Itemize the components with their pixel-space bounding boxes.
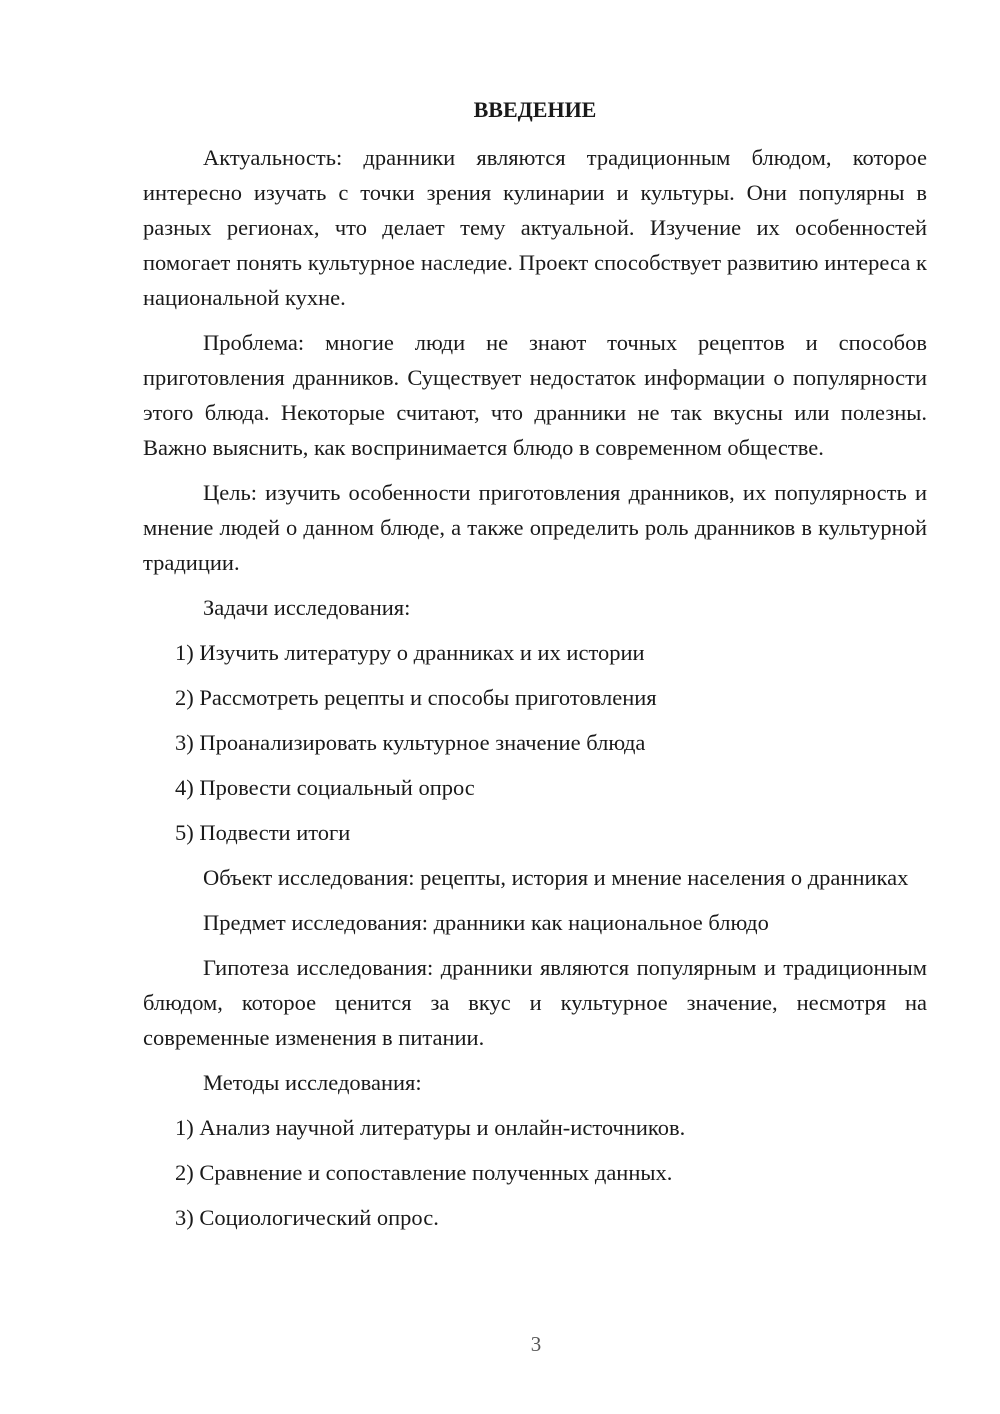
- methods-heading: Методы исследования:: [203, 1070, 422, 1095]
- problem-paragraph: Проблема: многие люди не знают точных рецептов и способов приготовления дранников. Существует недостаток информации о популярности этого блюда. Некоторые считают, что дранники не так вкусны или полезны. Важно выяснить, как воспринимается блюдо в современном обществе.: [143, 330, 927, 460]
- page-content: [143, 88, 927, 1245]
- goal-paragraph: Цель: изучить особенности приготовления дранников, их популярность и мнение людей о данном блюде, а также определить роль дранников в культурной традиции.: [143, 480, 927, 575]
- page-number: 3: [530, 1332, 542, 1356]
- method-item-3: 3) Социологический опрос.: [175, 1205, 439, 1230]
- object-paragraph: Объект исследования: рецепты, история и мнение населения о дранниках: [203, 865, 909, 890]
- method-item-1: 1) Анализ научной литературы и онлайн-источников.: [175, 1115, 686, 1140]
- task-item-2: 2) Рассмотреть рецепты и способы приготовления: [175, 685, 657, 710]
- task-item-3: 3) Проанализировать культурное значение блюда: [175, 730, 646, 755]
- task-item-4: 4) Провести социальный опрос: [175, 775, 475, 800]
- method-item-2: 2) Сравнение и сопоставление полученных данных.: [175, 1160, 673, 1185]
- hypothesis-paragraph: Гипотеза исследования: дранники являются популярным и традиционным блюдом, которое ценится за вкус и культурное значение, несмотря на современные изменения в питании.: [143, 955, 927, 1050]
- task-item-1: 1) Изучить литературу о дранниках и их истории: [175, 640, 645, 665]
- task-item-5: 5) Подвести итоги: [175, 820, 351, 845]
- tasks-heading: Задачи исследования:: [203, 595, 411, 620]
- section-title: ВВЕДЕНИЕ: [473, 97, 597, 122]
- subject-paragraph: Предмет исследования: дранники как национальное блюдо: [203, 910, 769, 935]
- relevance-paragraph: Актуальность: дранники являются традиционным блюдом, которое интересно изучать с точки зрения кулинарии и культуры. Они популярны в разных регионах, что делает тему актуальной. Изучение их особенностей помогает понять культурное наследие. Проект способствует развитию интереса к национальной кухне.: [143, 145, 927, 310]
